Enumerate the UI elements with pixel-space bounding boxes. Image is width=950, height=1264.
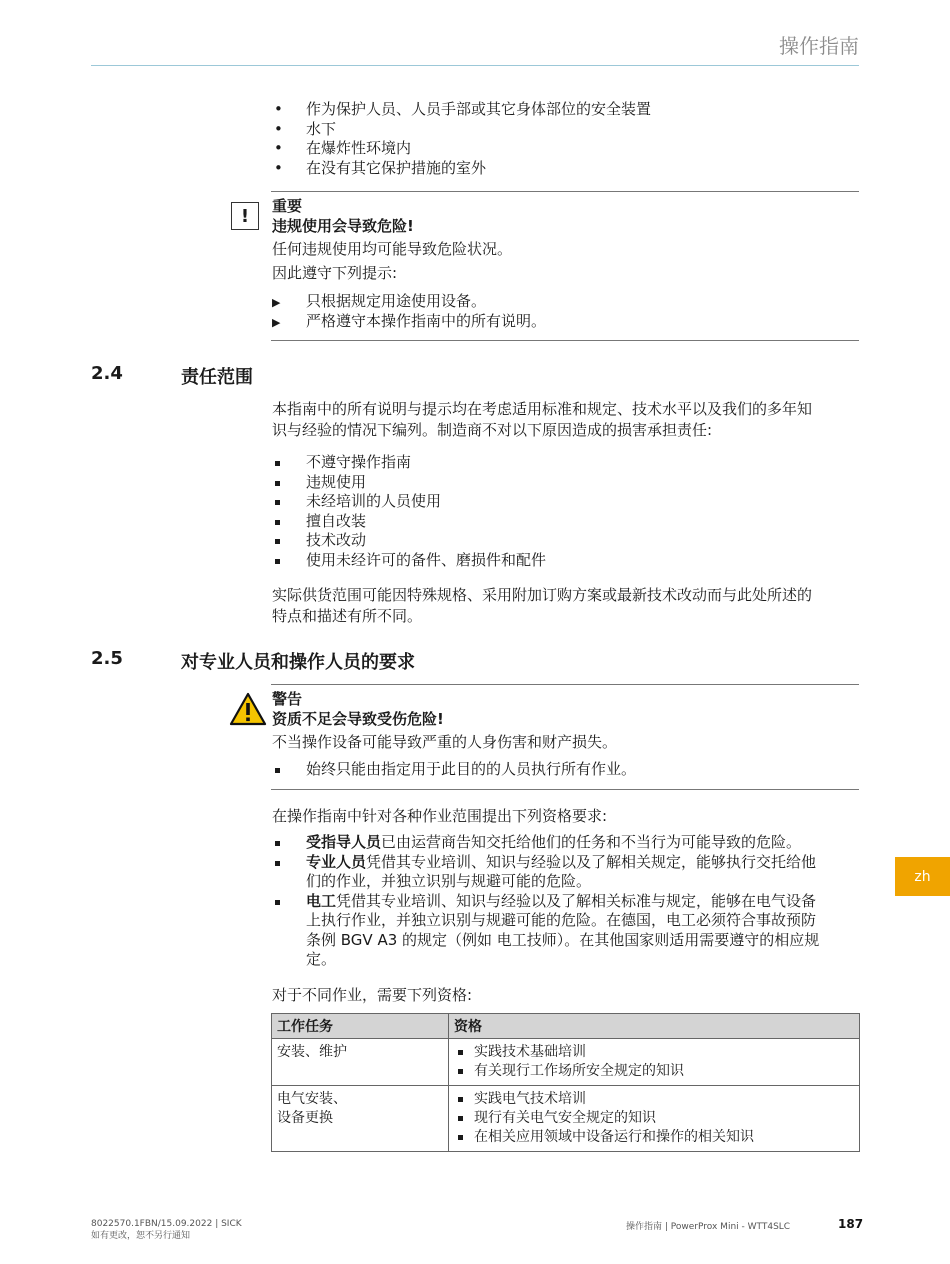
notice-subheading: 违规使用会导致危险! [272,217,414,235]
notice-bottom-rule [271,340,859,341]
table-cell: 安装、维护 [272,1039,449,1086]
list-item: 有关现行工作场所安全规定的知识 [454,1062,854,1081]
list-item: ▶ 只根据规定用途使用设备。 [272,292,862,312]
table-header: 工作任务 [272,1014,449,1039]
footer-doc-type: 操作指南 [626,1222,663,1232]
table-intro: 对于不同作业，需要下列资格: [272,986,473,1004]
table-cell [449,1039,860,1086]
page-number: 187 [838,1217,864,1231]
list-item: 使用未经许可的备件、磨损件和配件 [272,551,862,571]
footer-doc-id: 8022570.1FBN/15.09.2022 [91,1219,213,1229]
requirement-term: 电工 [306,891,337,910]
table-row [272,1086,860,1152]
footer-product: PowerProx Mini - WTT4SLC [670,1222,791,1232]
intro-list [272,100,862,178]
header-title: 操作指南 [779,34,859,58]
paragraph: 本指南中的所有说明与提示均在考虑适用标准和规定、技术水平以及我们的多年知 识与经验的情况下编列。制造商不对以下原因造成的损害承担责任: [272,400,813,439]
notice-action-list [272,292,862,331]
language-tab[interactable]: zh [895,857,950,896]
list-item: 实践电气技术培训 [454,1090,854,1109]
list-item: 始终只能由指定用于此目的的人员执行所有作业。 [272,760,862,780]
list-item: 现行有关电气安全规定的知识 [454,1109,854,1128]
notice-text: 因此遵守下列提示: [272,264,398,282]
list-item: 在相关应用领域中设备运行和操作的相关知识 [454,1128,854,1147]
footer-notice: 如有更改，恕不另行通知 [91,1231,191,1241]
list-item: 受指导人员已由运营商告知交托给他们的任务和不当行为可能导致的危险。 [272,833,864,853]
list-item: • 水下 [272,120,862,140]
requirement-term: 受指导人员 [306,833,382,851]
table-header: 资格 [449,1014,860,1039]
section-number: 2.5 [91,648,123,669]
section-number: 2.4 [91,363,123,384]
warning-heading: 警告 [272,690,303,708]
header-rule [91,65,859,66]
list-item: 擅自改装 [272,512,862,532]
footer-left: 8022570.1FBN/15.09.2022 | SICK 如有更改，恕不另行通知 [91,1219,242,1241]
qualification-table [271,1013,860,1152]
list-item: 实践技术基础培训 [454,1043,854,1062]
list-item: • 在爆炸性环境内 [272,139,862,159]
requirement-term: 专业人员 [306,852,367,871]
list-item: 不遵守操作指南 [272,453,862,473]
paragraph: 实际供货范围可能因特殊规格、采用附加订购方案或最新技术改动而与此处所述的 特点和描述有所不同。 [272,586,813,625]
list-item: 违规使用 [272,473,862,493]
footer-right: 操作指南 | PowerProx Mini - WTT4SLC [626,1222,791,1232]
list-item: 电工凭借其专业培训、知识与经验以及了解相关标准与规定，能够在电气设备 上执行作业，并独立识别与规避可能的危险。在德国，电工必须符合事故预防 条例 BGV A3 的规定（例如 电工技师）。在其他国家则适用需要遵守的相应规 定。 [272,892,864,970]
warning-action-list [272,760,862,780]
section-title: 责任范围 [181,367,253,388]
warning-triangle-icon [229,692,267,726]
warning-top-rule [271,684,859,685]
notice-top-rule [271,191,859,192]
list-item: • 作为保护人员、人员手部或其它身体部位的安全装置 [272,100,862,120]
list-item: • 在没有其它保护措施的室外 [272,159,862,179]
warning-bottom-rule [271,789,859,790]
footer-brand: SICK [221,1219,242,1229]
requirements-intro: 在操作指南中针对各种作业范围提出下列资格要求: [272,807,608,825]
warning-subheading: 资质不足会导致受伤危险! [272,710,444,728]
notice-text: 任何违规使用均可能导致危险状况。 [272,240,513,258]
list-item: 技术改动 [272,531,862,551]
table-cell: 电气安装、 设备更换 [272,1086,449,1152]
list-item: 未经培训的人员使用 [272,492,862,512]
table-row [272,1039,860,1086]
list-item: ▶ 严格遵守本操作指南中的所有说明。 [272,312,862,332]
warning-text: 不当操作设备可能导致严重的人身伤害和财产损失。 [272,733,618,751]
list-item: 专业人员凭借其专业培训、知识与经验以及了解相关规定，能够执行交托给他 们的作业，并独立识别与规避可能的危险。 [272,853,864,892]
notice-heading: 重要 [272,197,303,215]
table-header-row [272,1014,860,1039]
liability-list [272,453,862,570]
exclamation-icon: ! [231,202,259,230]
section-title: 对专业人员和操作人员的要求 [181,652,415,673]
table-cell [449,1086,860,1152]
requirements-list [272,833,864,970]
